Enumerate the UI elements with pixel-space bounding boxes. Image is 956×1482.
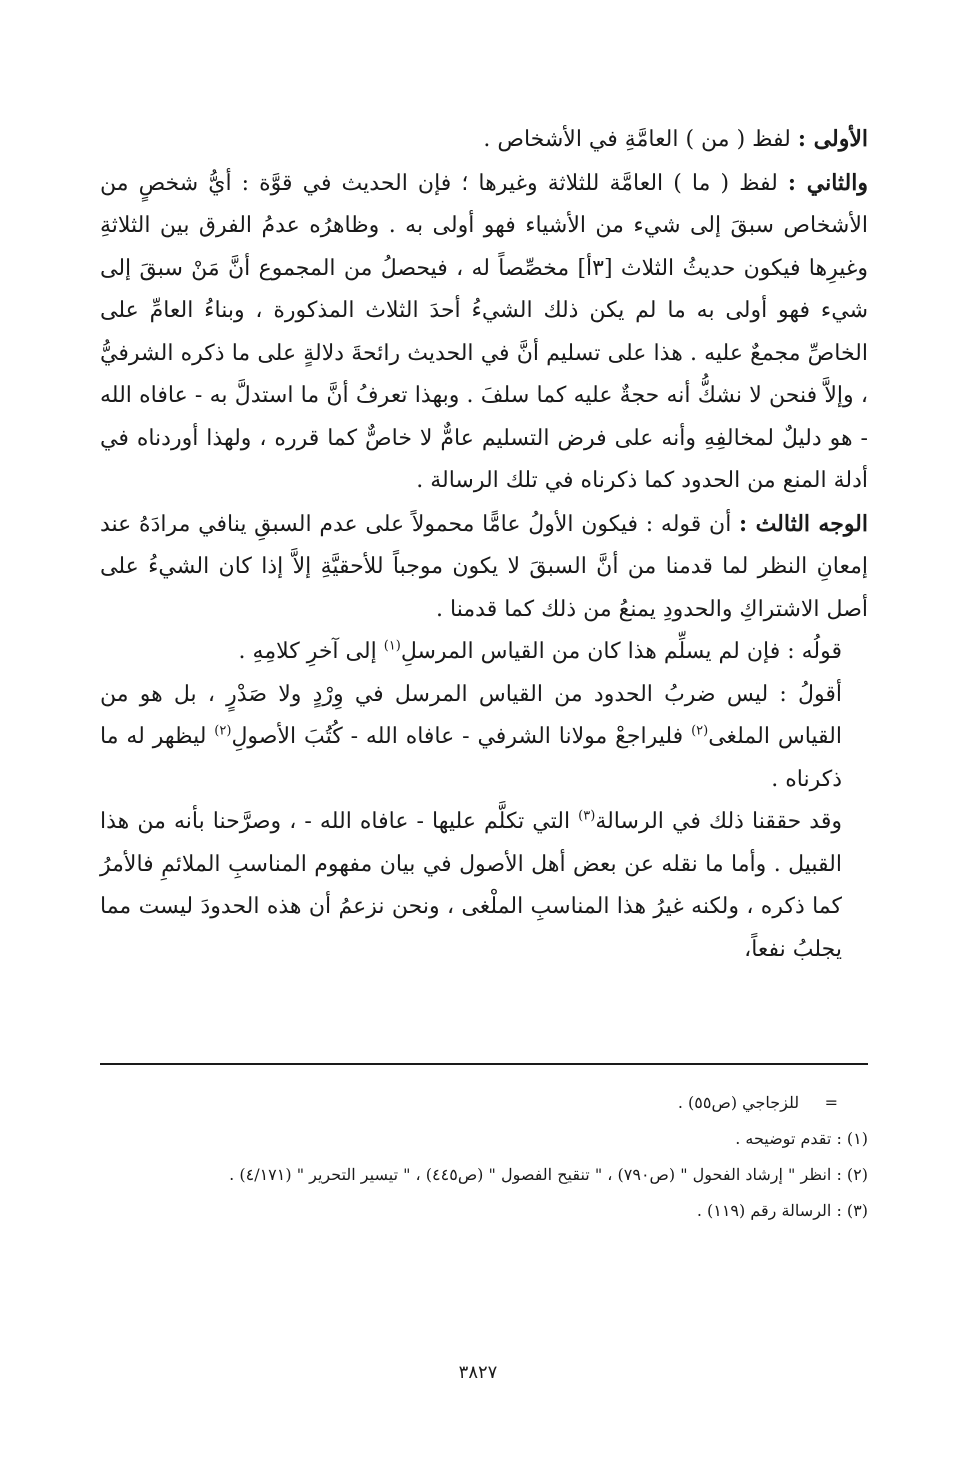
footnote-text: تقدم توضيحه . [735,1129,832,1148]
paragraph-lead: والثاني : [787,169,868,196]
footnote-marker: = [824,1093,838,1112]
paragraph-text: التي تكلَّم عليها - عافاه الله - ، وصرَّحنا بأنه من هذا القبيل . وأما ما نقله عن بعض أهل الأصول في بيان مفهوم المناسبِ الملائمِ فالأمرُ كما ذكره ، ولكنه غيرُ هذا المناسبِ الملْغى ، ونحن نزعمُ أن هذه الحدودَ ليست مما يجلبُ نفعاً، [100,809,842,962]
paragraph-text: لفظ ( ما ) العامَّة للثلاثة وغيرها ؛ فإن الحديث في قوَّة : أيُّ شخصٍ من الأشخاص سبقَ إلى شيء من الأشياء فهو أولى به . وظاهرُه عدمُ الفرق بين الثلاثةِ وغيرِها فيكون حديثُ الثلاث [٣أ] مخصِّصاً له ، فيحصلُ من المجموع أنَّ مَنْ سبقَ إلى شيء فهو أولى به ما لم يكن ذلك الشيءُ أحدَ الثلاث المذكورة ، وبناءُ العامِّ على الخاصِّ مجمعٌ عليه . هذا على تسليم أنَّ في الحديث رائحةَ دلالةٍ على ما ذكره الشرفيُّ ، وإلاَّ فنحن لا نشكُّ أنه حجةٌ عليه كما سلفَ . وبهذا تعرفُ أنَّ ما استدلَّ به - عافاه الله - هو دليلٌ لمخالفِهِ وأنه على فرض التسليم عامٌّ لا خاصٌّ كما قرره ، ولهذا أوردناه في أدلة المنع من الحدود كما ذكرناه في تلك الرسالة . [100,170,868,493]
footnote-text: انظر " إرشاد الفحول " (ص٧٩٠) ، " تنقيح الفصول " (ص٤٤٥) ، " تيسير التحرير " (٤/١٧١) . [229,1165,832,1184]
paragraph-third-aspect [100,503,868,632]
paragraph-second [100,162,868,503]
footnote-marker: (١) : [836,1129,868,1148]
footnote-ref[interactable]: (٣) [578,808,596,824]
main-text [100,118,868,971]
paragraph-text: أقولُ : ليس ضربُ الحدود من القياس المرسل في وِرْدٍ ولا صَدْرٍ ، بل هو من القياس الملغى [100,681,842,749]
paragraph-text: أن قوله : فيكون الأولُ عامًّا محمولاً على عدم السبقِ ينافي مرادَهُ عند إمعانِ النظر لما قدمنا من أنَّ السبقَ لا يكون موجباً للأحقيَّةِ إلاَّ إذا كان الشيءُ على أصل الاشتراكِ والحدودِ يمنعُ من ذلك كما قدمنا . [100,511,868,622]
paragraph-text: وقد حققنا ذلك في الرسالة [595,809,842,834]
paragraph-text: ليظهر له ما ذكرناه . [100,724,842,792]
paragraph-text: فليراجعْ مولانا الشرفي - عافاه الله - كُتُبَ الأصولِ [231,724,692,749]
footnote-divider [100,1063,868,1065]
paragraph-i-say [100,674,868,802]
paragraph-text: إلى آخرِ كلامِهِ . [238,639,384,664]
footnote-marker: (٣) : [836,1201,868,1220]
footnote-text: الرسالة رقم (١١٩) . [696,1201,832,1220]
footnote-ref[interactable]: (٢) [214,723,232,739]
paragraph-lead: الوجه الثالث : [739,510,868,537]
footnote-3 [100,1193,868,1229]
paragraph-first [100,118,868,162]
paragraph-his-saying [100,631,868,674]
footnote-ref[interactable]: (٢) [691,723,709,739]
footnote-continuation [100,1085,868,1121]
paragraph-lead: الأولى : [797,126,868,152]
page-number: ٣٨٢٧ [458,1362,498,1383]
footnote-2 [100,1157,868,1193]
footnote-1 [100,1121,868,1157]
footnote-text: للزجاجي (ص٥٥) . [677,1093,800,1112]
footnote-ref[interactable]: (١) [383,638,401,654]
footnotes [100,1085,868,1229]
footnote-marker: (٢) : [836,1165,868,1184]
paragraph-we-verified [100,801,868,971]
paragraph-text: لفظ ( من ) العامَّةِ في الأشخاص . [483,127,791,152]
paragraph-text: قولُه : فإن لم يسلِّم هذا كان من القياس المرسلِ [400,639,842,664]
